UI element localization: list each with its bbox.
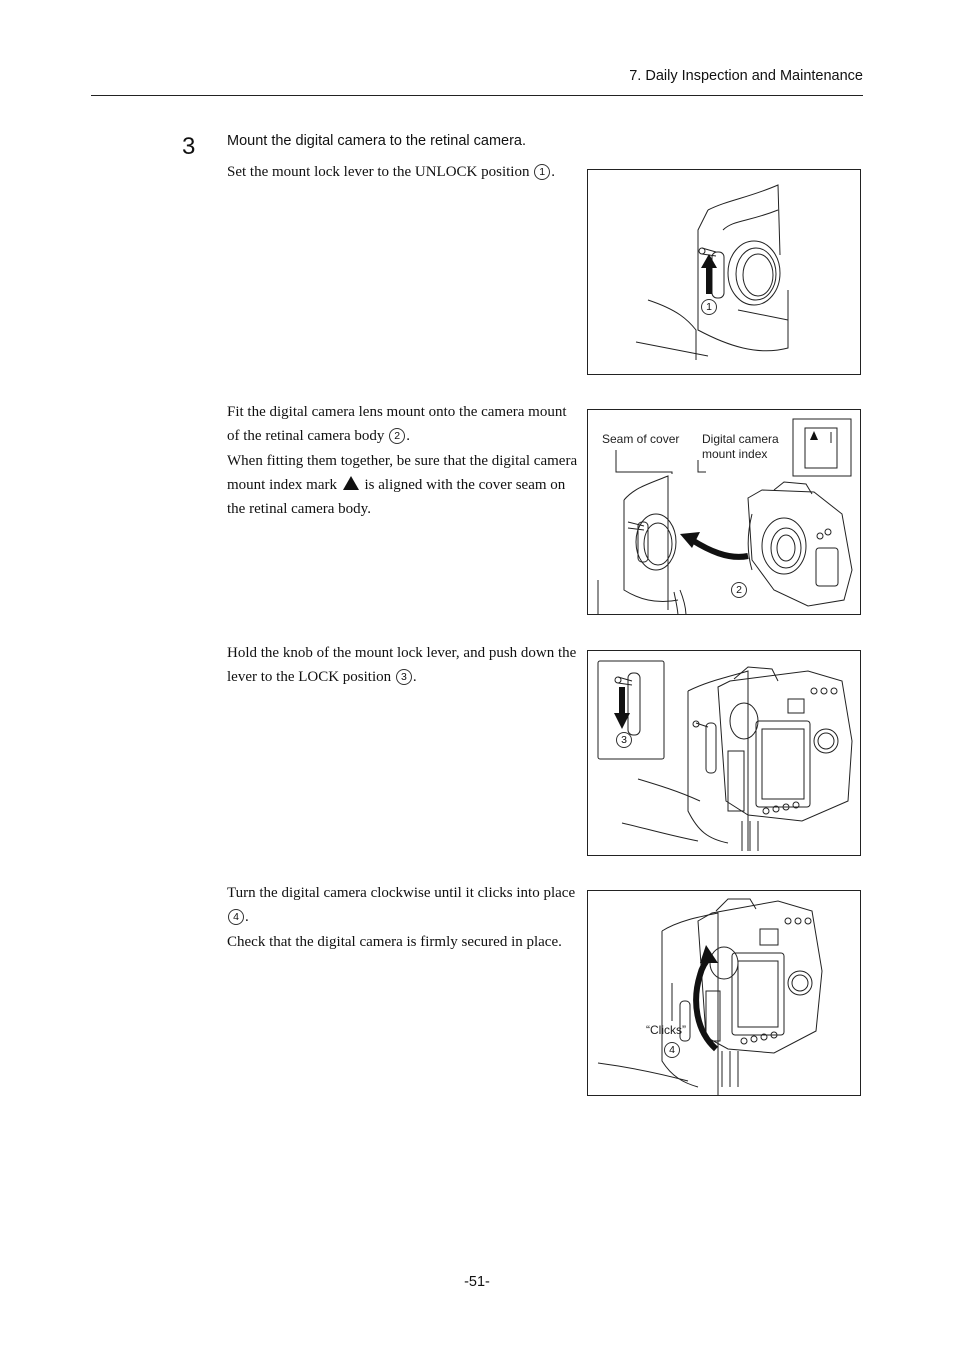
step-marker-1: 1 [534,164,550,180]
step-number: 3 [182,133,196,160]
instruction-lock [227,641,582,690]
step-title: Mount the digital camera to the retinal camera. [227,133,527,149]
figure-unlock-lever [587,169,861,375]
instruction-align-text: When fitting them together, be sure that the digital camera mount index mark [227,452,578,493]
label-mount-index-line1: Digital camera [702,432,779,446]
fit-mount-illustration [588,410,861,615]
step-marker-4: 4 [228,909,244,925]
instruction-align-end: is aligned with the cover seam on the retinal camera body. [227,476,566,518]
figure-marker-2: 2 [731,582,747,598]
header-rule [91,95,863,96]
instruction-turn-end: . [245,909,249,926]
instruction-fit-mount [227,400,582,521]
instruction-turn [227,881,582,954]
page-number: -51- [464,1274,490,1290]
instruction-turn-text: Turn the digital camera clockwise until it clicks into place [227,885,576,901]
instruction-check-text: Check that the digital camera is firmly secured in place. [227,933,562,950]
instruction-lock-text: Hold the knob of the mount lock lever, and push down the lever to the LOCK position [227,645,577,686]
mount-index-mark-icon [343,476,359,490]
figure-marker-4: 4 [664,1042,680,1058]
running-header: 7. Daily Inspection and Maintenance [629,68,863,84]
instruction-unlock-end: . [551,164,555,180]
unlock-illustration [588,170,861,375]
turn-illustration [588,891,861,1096]
figure-fit-mount [587,409,861,615]
label-clicks: “Clicks” [646,1023,686,1037]
instruction-fit-end: . [406,428,410,445]
figure-marker-1: 1 [701,299,717,315]
label-seam-of-cover: Seam of cover [602,432,680,446]
lock-illustration [588,651,861,856]
figure-marker-3: 3 [616,732,632,748]
label-mount-index-line2: mount index [702,447,768,461]
instruction-unlock-text: Set the mount lock lever to the UNLOCK position [227,164,530,180]
figure-lock-lever [587,650,861,856]
instruction-lock-end: . [412,669,417,686]
figure-turn-clockwise [587,890,861,1096]
step-marker-3: 3 [396,669,412,685]
instruction-fit-text: Fit the digital camera lens mount onto the camera mount of the retinal camera body [227,404,567,445]
step-marker-2: 2 [389,428,405,444]
instruction-unlock [227,160,582,184]
